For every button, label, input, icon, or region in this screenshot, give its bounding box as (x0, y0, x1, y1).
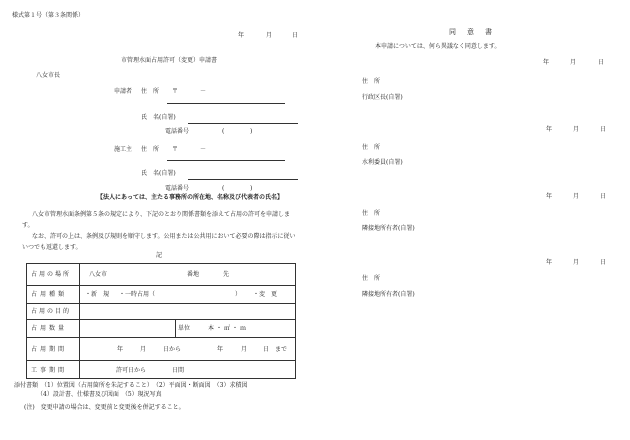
purpose-label: 占用の目的 (31, 308, 72, 315)
consent-year: 年 (546, 193, 553, 200)
construction-label: 工事期間 (31, 367, 68, 374)
consent-month: 月 (573, 126, 580, 133)
consent-role[interactable]: 隣接地所有者(自署) (362, 225, 415, 232)
type-label: 占用種類 (31, 291, 68, 298)
period-label: 占用期間 (31, 346, 68, 353)
date-year: 年 (238, 32, 245, 39)
table-row-rule (27, 303, 295, 304)
footnote: (注) 変更申請の場合は、変更前と変更後を併記すること。 (24, 404, 185, 411)
consent-day: 日 (600, 126, 607, 133)
table-row-rule (27, 360, 295, 361)
consent-year: 年 (546, 259, 553, 266)
applicant-name-label: 氏 名(自署) (141, 114, 176, 121)
construction-from: 許可日から (116, 367, 147, 374)
period-month-1: 月 (140, 346, 147, 353)
construction-days: 日間 (172, 367, 185, 374)
purpose-field[interactable] (81, 305, 294, 318)
applicant-postal-mark: 〒 (172, 88, 179, 95)
consent-month: 月 (573, 259, 580, 266)
consent-title: 同 意 書 (449, 28, 494, 36)
contractor-postal-dash: － (200, 146, 207, 153)
consent-address-label[interactable]: 住 所 (362, 144, 381, 151)
consent-intro: 本申請については、何ら異議なく同意します。 (375, 43, 501, 50)
contractor-address-label: 住 所 (141, 146, 160, 153)
consent-month: 月 (570, 59, 577, 66)
corporate-note: 【法人にあっては、主たる事務所の所在地、名称及び代表者の氏名】 (97, 194, 283, 201)
contractor-address-line[interactable] (167, 160, 285, 161)
applicant-address-label: 住 所 (141, 88, 160, 95)
consent-year: 年 (543, 59, 550, 66)
applicant-phone-close: ) (250, 128, 253, 135)
type-temporary-close: ） (235, 291, 242, 298)
consent-year: 年 (546, 126, 553, 133)
period-year-2: 年 (217, 346, 224, 353)
addressee: 八女市長 (36, 72, 61, 79)
table-row-rule (27, 285, 295, 286)
consent-role[interactable]: 隣接地所有者(自署) (362, 291, 415, 298)
body-paragraph-1: 八女市管理水面条例第５条の規定により、下記のとおり関係書類を添えて占用の許可を申請します。 (22, 211, 291, 229)
type-temporary-option[interactable]: ・一時占用（ (119, 291, 156, 298)
date-day: 日 (292, 32, 299, 39)
location-saki: 先 (223, 271, 230, 278)
location-city[interactable]: 八女市 (89, 271, 108, 278)
contractor-name-line[interactable] (188, 179, 298, 180)
applicant-address-line[interactable] (167, 103, 285, 104)
type-change-option[interactable]: ・変 更 (253, 291, 278, 298)
attachments-line-2: （4）設計書、仕様書及び図面 （5）現況写真 (37, 391, 162, 398)
location-banchi: 番地 (187, 271, 200, 278)
applicant-phone-label: 電話番号 (165, 128, 190, 135)
contractor-phone-close: ) (250, 185, 253, 192)
consent-address-label[interactable]: 住 所 (362, 275, 381, 282)
applicant-role: 申請者 (114, 88, 133, 95)
period-year-1: 年 (117, 346, 124, 353)
contractor-postal-mark: 〒 (172, 146, 179, 153)
applicant-name-line[interactable] (188, 123, 298, 124)
applicant-postal-dash: － (200, 88, 207, 95)
consent-address-label[interactable]: 住 所 (362, 78, 381, 85)
quantity-label: 占用数量 (31, 325, 68, 332)
consent-day: 日 (600, 193, 607, 200)
quantity-field[interactable] (81, 321, 173, 336)
ki-heading: 記 (156, 252, 163, 259)
contractor-phone-label: 電話番号 (165, 185, 190, 192)
type-new-option[interactable]: ・新 規 (85, 291, 110, 298)
contractor-name-label: 氏 名(自署) (141, 170, 176, 177)
contractor-phone-open: ( (222, 185, 225, 192)
consent-day: 日 (600, 259, 607, 266)
unit-label: 単位 (178, 325, 191, 332)
table-unit-divider (175, 319, 176, 337)
application-table (26, 263, 296, 379)
location-label: 占用の場所 (31, 271, 72, 278)
consent-role[interactable]: 行政区長(自署) (362, 94, 403, 101)
form-title: 市管理水面占用許可（変更）申請書 (121, 57, 218, 64)
applicant-phone-open: ( (222, 128, 225, 135)
consent-address-label[interactable]: 住 所 (362, 210, 381, 217)
body-paragraph-2: なお、許可の上は、条例及び規則を順守します。公用または公共用において必要の際は指示に従いいつでも返還します。 (22, 233, 296, 251)
consent-month: 月 (573, 193, 580, 200)
consent-day: 日 (598, 59, 605, 66)
attachments-line-1: 添付書類 （1）位置図（占用箇所を朱記すること） （2）平面図・断面図 （3）求積図 (14, 382, 248, 389)
form-number: 様式第１号（第３条関係） (12, 12, 85, 19)
contractor-role: 施工主 (114, 146, 133, 153)
consent-role[interactable]: 水利委員(自署) (362, 159, 403, 166)
period-until: 日 まで (263, 346, 288, 353)
table-row-rule (27, 337, 295, 338)
unit-values[interactable]: 本・㎡・ｍ (208, 325, 249, 332)
period-from: 日から (163, 346, 182, 353)
date-month: 月 (266, 32, 273, 39)
table-row-rule (27, 319, 295, 320)
period-month-2: 月 (241, 346, 248, 353)
